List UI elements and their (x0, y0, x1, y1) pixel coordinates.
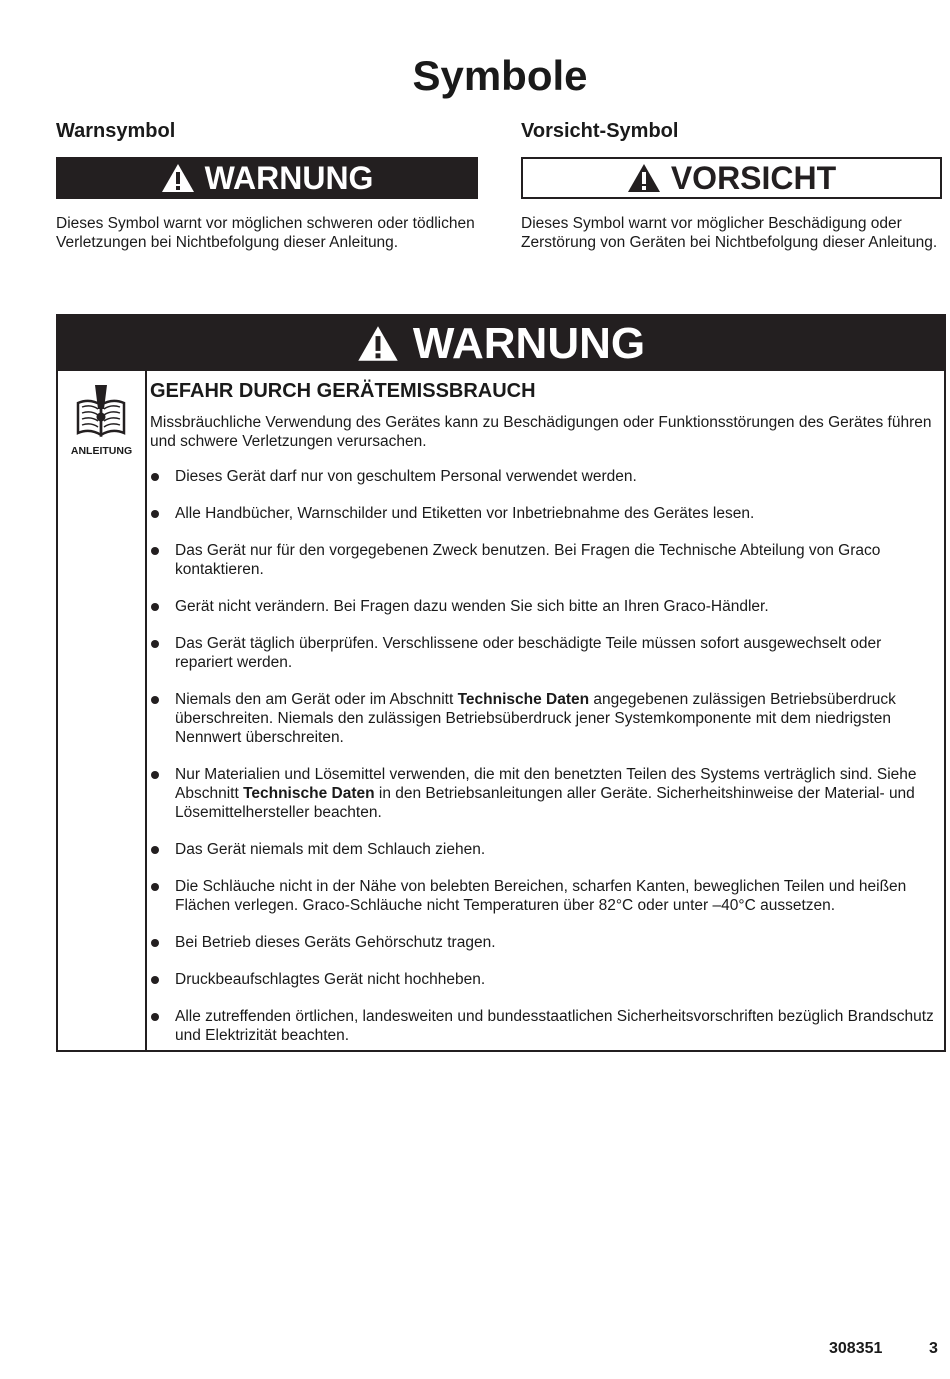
list-item-text: Das Gerät täglich überprüfen. Verschlissene oder beschädigte Teile müssen sofort ausgewechselt oder repariert werden. (175, 635, 882, 671)
caution-banner (521, 157, 942, 199)
list-item-text: Alle zutreffenden örtlichen, landesweiten und bundesstaatlichen Sicherheitsvorschriften bezüglich Brandschutz und Elektrizität beachten. (175, 1008, 934, 1044)
list-item-emphasis: Technische Daten (243, 785, 375, 802)
list-item-text: in den Betriebsanleitungen aller Geräte. Sicherheitshinweise der Material- und Lösemittelhersteller beachten. (175, 785, 915, 821)
hazard-title: GEFAHR DURCH GERÄTEMISSBRAUCH (150, 380, 536, 402)
list-item (150, 1007, 940, 1045)
manual-icon-label: ANLEITUNG (70, 445, 133, 457)
bullet-icon (151, 883, 159, 891)
list-item-text: Dieses Gerät darf nur von geschultem Personal verwendet werden. (175, 468, 637, 485)
caution-symbol-description: Dieses Symbol warnt vor möglicher Beschädigung oder Zerstörung von Geräten bei Nichtbefolgung dieser Anleitung. (521, 215, 938, 251)
list-item (150, 970, 940, 989)
list-item-text: Bei Betrieb dieses Geräts Gehörschutz tragen. (175, 934, 496, 951)
bullet-icon (151, 939, 159, 947)
bullet-icon (151, 603, 159, 611)
warning-banner-label: WARNUNG (204, 159, 374, 196)
list-item (150, 634, 940, 672)
hazard-intro: Missbräuchliche Verwendung des Gerätes kann zu Beschädigungen oder Funktionsstörungen des Gerätes führen und schwere Verletzungen verursachen. (150, 414, 932, 450)
list-item (150, 504, 940, 523)
warning-symbol-heading: Warnsymbol (56, 120, 176, 142)
bullet-icon (151, 547, 159, 555)
list-item (150, 765, 940, 822)
bullet-icon (151, 846, 159, 854)
list-item-text: Nur Materialien und Lösemittel verwenden, die mit den benetzten Teilen des Systems verträglich sind. Siehe Abschnitt (175, 766, 917, 802)
bullet-icon (151, 771, 159, 779)
bullet-icon (151, 473, 159, 481)
list-item-emphasis: Technische Daten (457, 691, 590, 708)
list-item (150, 541, 940, 579)
warning-box-content (150, 376, 940, 1063)
list-item-text: Gerät nicht verändern. Bei Fragen dazu wenden Sie sich bitte an Ihren Graco-Händler. (175, 598, 769, 615)
warning-triangle-icon (627, 163, 661, 193)
page-title: Symbole (412, 52, 588, 99)
document-number: 308351 (829, 1340, 883, 1357)
list-item (150, 840, 940, 859)
warning-triangle-icon (161, 163, 195, 193)
bullet-icon (151, 510, 159, 518)
list-item-text: angegebenen zulässigen Betriebsüberdruck überschreiten. Niemals den zulässigen Betriebsüberdruck jener Systemkomponente mit dem niedrigsten Nennwert überschreiten. (175, 691, 896, 746)
list-item (150, 877, 940, 915)
warning-box-header-label: WARNUNG (412, 318, 646, 368)
list-item (150, 597, 940, 616)
list-item (150, 690, 940, 747)
list-item-text: Die Schläuche nicht in der Nähe von belebten Bereichen, scharfen Kanten, beweglichen Teilen und heißen Flächen verlegen. Graco-Schläuche nicht Temperaturen über 82°C oder unter –40°C aussetzen. (175, 878, 907, 914)
warning-triangle-icon (357, 325, 399, 362)
bullet-icon (151, 640, 159, 648)
bullet-icon (151, 1013, 159, 1021)
caution-banner-label: VORSICHT (670, 159, 837, 196)
warning-box-header (58, 316, 944, 371)
hazard-bullet-list (150, 467, 940, 1045)
list-item-text: Alle Handbücher, Warnschilder und Etiketten vor Inbetriebnahme des Gerätes lesen. (175, 505, 755, 522)
caution-symbol-heading: Vorsicht-Symbol (521, 120, 679, 142)
list-item-text: Niemals den am Gerät oder im Abschnitt (175, 691, 458, 708)
list-item (150, 467, 940, 486)
warning-box-icon-column (58, 371, 147, 1050)
list-item-text: Druckbeaufschlagtes Gerät nicht hochheben. (175, 971, 486, 988)
warning-banner (56, 157, 478, 199)
manual-warning-icon (76, 385, 126, 439)
bullet-icon (151, 976, 159, 984)
list-item (150, 933, 940, 952)
list-item-text: Das Gerät niemals mit dem Schlauch ziehen. (175, 841, 486, 858)
warning-box (56, 314, 946, 1052)
list-item-text: Das Gerät nur für den vorgegebenen Zweck benutzen. Bei Fragen die Technische Abteilung von Graco kontaktieren. (175, 542, 881, 578)
warning-symbol-description: Dieses Symbol warnt vor möglichen schweren oder tödlichen Verletzungen bei Nichtbefolgung dieser Anleitung. (56, 215, 475, 251)
bullet-icon (151, 696, 159, 704)
page-number: 3 (929, 1340, 938, 1357)
